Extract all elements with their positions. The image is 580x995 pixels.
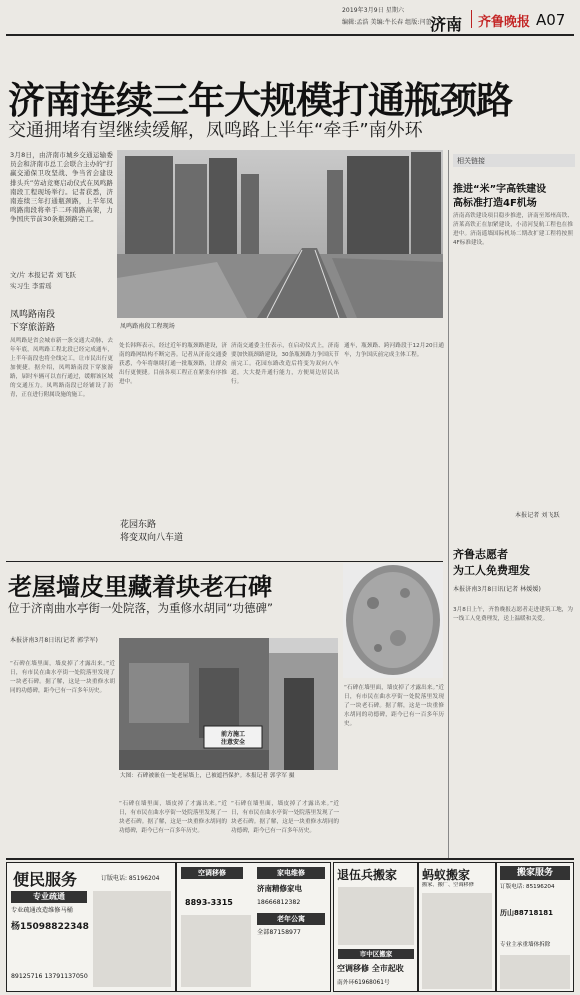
story1-title: 济南连续三年大规模打通瓶颈路 bbox=[8, 79, 512, 122]
story2-rule bbox=[6, 561, 443, 562]
warning-sign-line1: 前方施工 bbox=[221, 731, 246, 738]
story1-body-col1: 凤鸣路是省会城市新一条交通大动脉，去年年底，凤鸣路工程北段已经完成通车，上半年南段也将全线完工，让市民出行更加便捷。据介绍，凤鸣路南段下穿旅游路，届时车辆可以直行通过，缓解该区域的交通压力。凤鸣路南段已经铺设了沥青，正在进行附属设施的施工。 bbox=[10, 338, 113, 398]
ad-ant-title: 蚂蚁搬家 bbox=[422, 868, 471, 882]
story1-lead: 3月8日，由济南市城乡交通运输委员会和济南市总工会联合主办的“打赢交通保卫攻坚战、争当省会建设排头兵”劳动竞赛启动仪式在凤鸣路南段工程现场举行。记者获悉，济南连续三年打通瓶颈路，上半年凤鸣路南段将牵手二环南路高架，力争国庆节前30条瓶颈路完工。 bbox=[10, 151, 113, 224]
story2-body-col4-text: “石碑在墙里面，墙皮掉了才露出来。”近日，有市民在曲水亭街一处院落里发现了一块老石碑。据了解，这是一块重修水胡同的功德碑，距今已有一百多年历史。 bbox=[344, 685, 444, 727]
related-links-tag bbox=[453, 154, 575, 167]
ad-office-tel: 8893-3315 bbox=[185, 898, 233, 907]
warning-sign-line2: 注意安全 bbox=[221, 739, 246, 746]
ad-convenience-title: 便民服务 bbox=[13, 870, 78, 889]
ad-drain-line: 专业疏通改造维修马桶 bbox=[11, 907, 73, 914]
ad-drain-bar: 专业疏通 bbox=[11, 891, 87, 903]
subhead-huayuan-b: 将变双向八车道 bbox=[120, 533, 184, 543]
ad-elder-tel: 全部87158977 bbox=[257, 929, 301, 936]
editors-line: 编辑:孟浩 美编:牛长春 组版:闫蕾 bbox=[342, 19, 432, 26]
brand-logo: 齐鲁晚报 bbox=[478, 15, 531, 30]
story2-body-col4 bbox=[344, 684, 444, 854]
ad-move-service-phone: 订版电话: 85196204 bbox=[500, 884, 555, 890]
story1-byline2: 实习生 李雷瑶 bbox=[10, 282, 52, 290]
sidebar-title-2: 高标准打造4F机场 bbox=[453, 198, 537, 209]
ad-home-bar: 家电维修 bbox=[257, 867, 325, 879]
story2-subtitle: 位于济南曲水亭街一处院落，为重修水胡同“功德碑” bbox=[8, 601, 273, 615]
sidebar-divider bbox=[448, 150, 449, 860]
related-links-label: 相关链接 bbox=[457, 157, 485, 165]
sidebar-body: 济南高铁建设项目稳步推进，济南至郑州高铁、济莱高铁正在加紧建设，小清河复航工程也在推进中。济南遥墙国际机场二期改扩建工程将按照4F标准建设。 bbox=[453, 213, 573, 246]
story2-title: 老屋墙皮里藏着块老石碑 bbox=[8, 573, 272, 601]
story3-byline: 本报济南3月8日讯(记者 林媛媛) bbox=[453, 586, 541, 593]
ad-ac-move: 空调移修 全市起收 bbox=[337, 964, 404, 973]
ad-ant-move[interactable] bbox=[418, 862, 496, 992]
road-construction-photo bbox=[117, 150, 443, 318]
story2-body-col3 bbox=[231, 800, 339, 855]
section-divider bbox=[471, 10, 472, 28]
story2-caption: 大图：石碑被嵌在一处老屋墙上，已被遮挡保护。本报记者 郭学军 摄 bbox=[120, 773, 295, 779]
story1-body-col2: 处长韩辉表示，经过近年的瓶颈路建设，济南的路网结构不断完善。记者从济南交通委获悉，今年将继续打通一批瓶颈路，让群众出行更便捷。目前各项工程正在紧张有序推进中。 bbox=[119, 343, 227, 385]
story3-title-2: 为工人免费理发 bbox=[453, 564, 530, 577]
ad-elder-bar: 老年公寓 bbox=[257, 913, 325, 925]
story3-body: 3月8日上午，齐鲁晚报志愿者走进建筑工地，为一线工人免费理发，送上温暖和关爱。 bbox=[453, 607, 573, 622]
story3-title-1: 齐鲁志愿者 bbox=[453, 548, 508, 561]
ad-drain-tel2: 89125716 13791137050 bbox=[11, 973, 88, 980]
ad-pro-move: 专业主承重墙体拆除 bbox=[500, 942, 551, 948]
story2-body-col3-text: “石碑在墙里面，墙皮掉了才露出来。”近日，有市民在曲水亭街一处院落里发现了一块老石碑。据了解，这是一块重修水胡同的功德碑，距今已有一百多年历史。 bbox=[231, 801, 339, 834]
ad-ant-grid bbox=[422, 893, 492, 989]
ad-jinan-home: 济南精修家电 bbox=[257, 884, 302, 893]
ad-ant-sub: 搬家、搬厂、空调移修 bbox=[422, 882, 474, 888]
ad-repair[interactable] bbox=[176, 862, 331, 992]
ad-veteran-grid bbox=[338, 887, 414, 945]
story1-body-col3: 济南交通委主任表示，在启动仪式上，济南要加快瓶颈路建设，30条瓶颈路力争国庆节前完工。花园东路改造后将变为双向八车道，大大提升通行能力，方便周边居民出行。 bbox=[231, 343, 339, 385]
ad-veteran-title: 退伍兵搬家 bbox=[337, 868, 398, 882]
story2-body-col2 bbox=[119, 800, 227, 855]
story2-body-col1: “石碑在墙里面，墙皮掉了才露出来。”近日，有市民在曲水亭街一处院落里发现了一块老石碑。据了解，这是一块重修水胡同的功德碑，距今已有一百多年历史。 bbox=[10, 661, 115, 694]
ad-city-move: 市中区搬家 bbox=[338, 949, 414, 959]
ad-convenience-phone: 订版电话: 85196204 bbox=[101, 875, 160, 882]
ad-drain-tel: 杨15098822348 bbox=[11, 922, 89, 932]
ad-move-service-bar: 搬家服务 bbox=[500, 866, 570, 880]
section-name: 济南 bbox=[430, 15, 463, 34]
story2-body-col2-text: “石碑在墙里面，墙皮掉了才露出来。”近日，有市民在曲水亭街一处院落里发现了一块老石碑。据了解，这是一块重修水胡同的功德碑，距今已有一百多年历史。 bbox=[119, 801, 227, 834]
subhead-fengming-b: 下穿旅游路 bbox=[10, 323, 56, 333]
photo-caption: 凤鸣路南段工程现场 bbox=[120, 323, 175, 330]
story1-body-col4: 通车，瓶颈路、跨河路段于12月20日通车，力争国庆前完成主体工程。 bbox=[344, 343, 444, 358]
ad-convenience[interactable] bbox=[6, 862, 176, 992]
subhead-huayuan: 花园东路 bbox=[120, 520, 157, 530]
ad-move-service[interactable] bbox=[496, 862, 574, 992]
story2-byline: 本报济南3月8日讯(记者 郭学军) bbox=[10, 637, 98, 644]
story1-subtitle: 交通拥堵有望继续缓解，凤鸣路上半年“牵手”南外环 bbox=[8, 120, 423, 141]
sidebar-byline: 本报记者 刘飞跃 bbox=[515, 512, 560, 519]
stone-tablet-photo bbox=[343, 563, 443, 678]
ad-jinan-home-tel: 18666812382 bbox=[257, 899, 301, 906]
issue-date: 2019年3月9日 星期六 bbox=[342, 7, 405, 14]
header-rule bbox=[6, 34, 574, 36]
subhead-fengming: 凤鸣路南段 bbox=[10, 310, 56, 320]
ads-top-rule bbox=[6, 858, 574, 860]
ad-repair-grid bbox=[181, 915, 251, 987]
ad-convenience-grid bbox=[93, 891, 171, 987]
sidebar-title-1: 推进“米”字高铁建设 bbox=[453, 184, 547, 195]
page-number: A07 bbox=[536, 11, 566, 29]
story1-byline: 文/片 本报记者 刘飞跃 bbox=[10, 271, 77, 279]
ad-south-move: 南外环61968061号 bbox=[337, 980, 390, 986]
ad-moving-bar: 空调移修 bbox=[181, 867, 243, 879]
ad-pro-move-tel: 历山88718181 bbox=[500, 909, 553, 917]
old-house-photo bbox=[119, 638, 338, 770]
ad-move-service-grid bbox=[500, 955, 570, 989]
ad-veteran-move[interactable] bbox=[333, 862, 418, 992]
